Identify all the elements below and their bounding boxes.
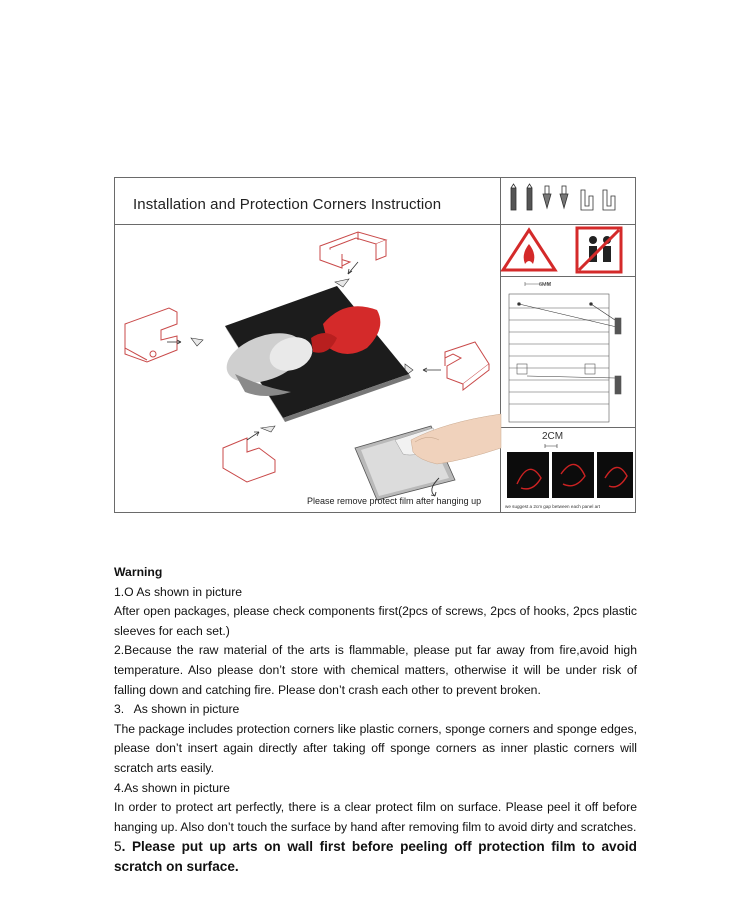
item5-body: . Please put up arts on wall first before peeling off protection film to avoid scratch on surface. xyxy=(114,839,637,875)
instruction-figure xyxy=(114,177,636,513)
gap-caption: we suggest a 2cm gap between each panel art xyxy=(505,504,600,509)
protection-corner-left xyxy=(125,308,177,362)
item3-title: 3. As shown in picture xyxy=(114,702,240,717)
item5-number: 5 xyxy=(114,839,122,855)
installation-illustration xyxy=(115,178,637,514)
gap-panels xyxy=(507,444,633,498)
item4-body: In order to protect art perfectly, there is a clear protect film on surface. Please peel it off before hanging up. Also don’t touch the surface by hand after removing film to avoid dirty and scratches. xyxy=(114,800,637,834)
screw-icon xyxy=(543,186,551,208)
screw-icon xyxy=(511,184,516,210)
protection-corner-top xyxy=(320,232,386,268)
warning-section xyxy=(114,563,637,877)
item4-title: 4.As shown in picture xyxy=(114,780,230,795)
remove-film-caption: Please remove protect film after hanging up xyxy=(307,496,482,506)
arrow-icon xyxy=(348,262,358,274)
protection-corner-right xyxy=(445,342,489,390)
warning-heading: Warning xyxy=(114,565,163,579)
screw-size-label: 6MM xyxy=(539,282,552,288)
figure-title: Installation and Protection Corners Instruction xyxy=(133,196,442,213)
screw-icon xyxy=(560,186,568,208)
screw-hook-icons xyxy=(511,184,615,210)
item1-body: After open packages, please check components first(2pcs of screws, 2pcs of hooks, 2pcs plastic sleeves for each set.) xyxy=(114,604,637,638)
plastic-corner xyxy=(335,279,349,287)
gap-label: 2CM xyxy=(542,431,564,442)
item5 xyxy=(114,837,637,877)
screw-icon xyxy=(527,184,532,210)
arrow-icon xyxy=(247,432,259,440)
item2-body: 2.Because the raw material of the arts is flammable, please put far away from fire,avoid high temperature. Also please don’t store with chemical matters, otherwise it will be under risk of falling down and catching fire. Please don’t crash each other to prevent broken. xyxy=(114,643,637,697)
peel-film-illustration xyxy=(355,414,501,500)
hook-icon xyxy=(603,190,615,210)
item3-body: The package includes protection corners like plastic corners, sponge corners and sponge edges, please don’t insert again directly after taking off sponge corners as inner plastic corners will scratch arts easily. xyxy=(114,721,637,775)
protection-corner-bottom xyxy=(223,438,275,482)
arrow-icon xyxy=(423,368,441,372)
hook-icon xyxy=(581,190,593,210)
item1-title: 1.O As shown in picture xyxy=(114,584,243,599)
no-children-icon xyxy=(577,228,621,272)
wall-mounting-diagram xyxy=(509,282,621,422)
art-panel xyxy=(220,286,411,422)
plastic-corner xyxy=(261,426,275,432)
no-fire-icon xyxy=(503,230,555,270)
plastic-corner xyxy=(191,338,203,346)
